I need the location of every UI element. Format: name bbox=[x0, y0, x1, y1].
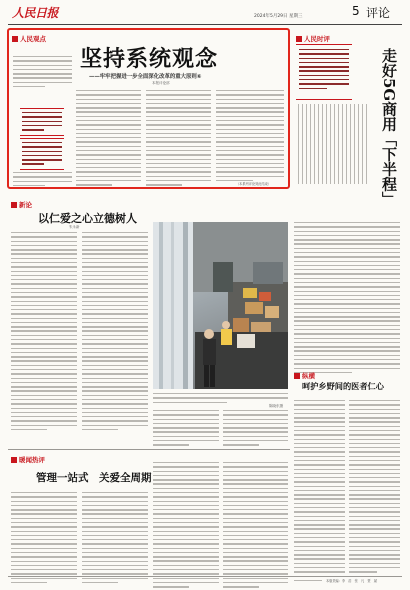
lead-column-2 bbox=[76, 90, 141, 188]
right-body-text-vertical bbox=[298, 104, 367, 184]
xinlun-column-2 bbox=[82, 232, 148, 433]
right-section-label: 人民时评 bbox=[296, 34, 330, 43]
lead-column-4 bbox=[216, 90, 284, 184]
lead-title: 坚持系统观念 bbox=[80, 46, 219, 72]
lead-pull-quote-1 bbox=[20, 108, 64, 136]
lead-column-1-top bbox=[13, 56, 72, 90]
section-divider bbox=[8, 449, 290, 450]
nuanwen-section-label: 暖闻热评 bbox=[11, 455, 45, 464]
xinlun-column-4 bbox=[223, 410, 288, 449]
page-number: 5 bbox=[352, 4, 360, 18]
zongheng-section-label: 纵横 bbox=[294, 371, 315, 380]
lead-column-1-bottom bbox=[13, 172, 72, 189]
masthead bbox=[0, 0, 410, 24]
xinlun-column-1 bbox=[11, 232, 77, 433]
lead-column-3 bbox=[146, 90, 211, 188]
xinlun-column-3 bbox=[153, 410, 219, 449]
zongheng-column-1 bbox=[294, 400, 345, 584]
news-photo bbox=[153, 222, 288, 389]
lead-section-label: 人民观点 bbox=[12, 34, 46, 43]
page-name: 评论 bbox=[366, 6, 391, 20]
nuanwen-column-4 bbox=[223, 462, 288, 590]
lead-pull-quote-2 bbox=[20, 138, 64, 170]
page-footer: 本版责编：李 浩 张 凡 贾 斌 bbox=[326, 579, 377, 583]
photo-caption bbox=[153, 393, 288, 406]
lead-footer-note: （本系列评论到此结束） bbox=[236, 182, 272, 186]
xinlun-byline: 朱永新 bbox=[69, 225, 80, 229]
xinlun-title: 以仁爱之心立德树人 bbox=[38, 212, 137, 225]
right-column-continued bbox=[294, 222, 400, 376]
nuanwen-title: 管理一站式 关爱全周期 bbox=[36, 472, 152, 484]
footer-rule bbox=[8, 576, 402, 577]
lead-byline: 本报评论部 bbox=[152, 81, 170, 85]
warehouse-scene bbox=[153, 222, 288, 389]
right-intro-box bbox=[296, 44, 352, 100]
zongheng-title: 呵护乡野间的医者仁心 bbox=[302, 381, 384, 391]
zongheng-column-2 bbox=[349, 400, 400, 576]
nuanwen-column-2 bbox=[82, 492, 148, 586]
xinlun-section-label: 新论 bbox=[11, 200, 32, 209]
right-vertical-title: 走好5G商用「下半程」 bbox=[380, 48, 398, 207]
masthead-date: 2024年5月29日 星期三 bbox=[254, 14, 303, 19]
lead-subtitle: ——牢牢把握进一步全面深化改革的重大原则⑥ bbox=[89, 74, 202, 80]
photo-credit: 陈晓东摄 bbox=[269, 404, 283, 408]
nuanwen-column-1 bbox=[11, 492, 77, 586]
masthead-rule bbox=[8, 24, 402, 25]
masthead-logo: 人民日报 bbox=[12, 6, 59, 20]
nuanwen-column-3 bbox=[153, 462, 219, 590]
